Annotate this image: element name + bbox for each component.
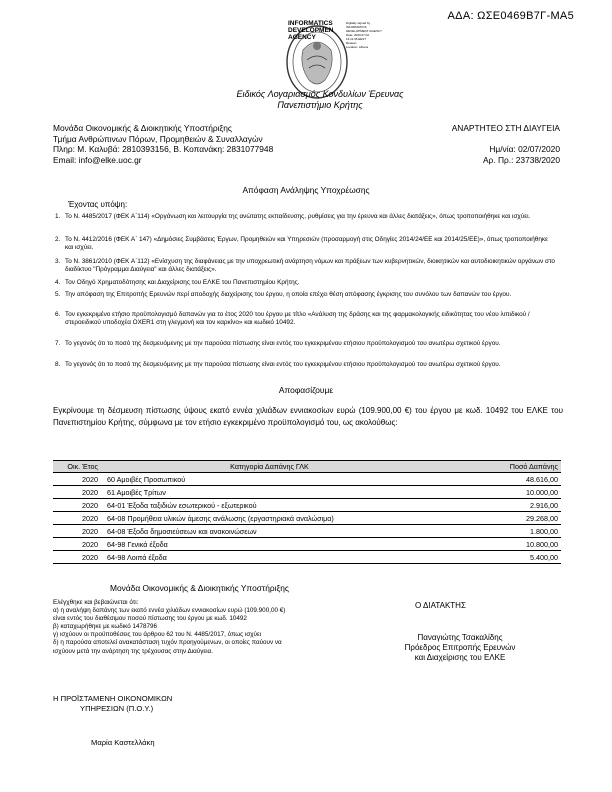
row-category: 64-98 Γενικά έξοδα: [101, 538, 435, 551]
row-category: 64-01 Έξοδα ταξιδιών εσωτερικού - εξωτερικού: [101, 499, 435, 512]
verification-text: Ελέγχθηκε και βεβαιώνεται ότι: α) η αναλήψη δαπάνης των εκατό εννέα χιλιάδων εννιακοσίων ευρώ (109.900,00 €) είναι εντός του διαθέσιμου ποσού πίστωσης του έργου με κωδ. 10492 β) καταχωρήθηκε με κωδικό 1478796 γ) ισχύουν οι προϋποθέσεις του άρθρου 62 του Ν. 4485/2017, όπως ισχύει δ) η παρούσα αποτελεί ανακατάσταση τυχόν προηγούμενων, οι οποίες παύουν να ισχύουν μετά την ανάρτηση της τρέχουσας στην Διαύγεια.: [53, 599, 286, 655]
table-row: [53, 551, 561, 564]
row-year: 2020: [53, 512, 101, 525]
row-category: 61 Αμοιβές Τρίτων: [101, 486, 435, 499]
row-amount: 2.916,00: [435, 499, 561, 512]
row-year: 2020: [53, 525, 101, 538]
row-amount: 5.400,00: [435, 551, 561, 564]
table-row: [53, 512, 561, 525]
column-header-year: Οικ. Έτος: [53, 461, 101, 473]
table-row: [53, 538, 561, 551]
table-row: [53, 486, 561, 499]
consideration-item: 1. Το Ν. 4485/2017 (ΦΕΚ Α΄114) «Οργάνωση και λειτουργία της ανώτατης εκπαίδευσης, ρυθμίσεις για την έρευνα και άλλες διατάξεις», όπως τροποποιήθηκε και ισχύει.: [55, 213, 531, 220]
row-year: 2020: [53, 486, 101, 499]
row-year: 2020: [53, 551, 101, 564]
row-category: 64-08 Έξοδα δημοσιεύσεων και ανακοινώσεων: [101, 525, 435, 538]
document-meta: ΑΝΑΡΤΗΤΕΟ ΣΤΗ ΔΙΑΥΓΕΙΑ Ημ/νία: 02/07/2020 Αρ. Πρ.: 23738/2020: [451, 123, 560, 165]
table-row: [53, 525, 561, 538]
row-category: 60 Αμοιβές Προσωπικού: [101, 473, 435, 486]
row-amount: 1.800,00: [435, 525, 561, 538]
row-year: 2020: [53, 538, 101, 551]
head-of-finance-name: Μαρία Καστελλάκη: [91, 738, 155, 747]
table-row: [53, 499, 561, 512]
director-label: Ο ΔΙΑΤΑΚΤΗΣ: [415, 601, 466, 610]
row-amount: 29.268,00: [435, 512, 561, 525]
consideration-item: 4. Τον Οδηγό Χρηματοδότησης και Διαχείρισης του ΕΛΚΕ του Πανεπιστημίου Κρήτης.: [55, 279, 300, 286]
ada-code: ΑΔΑ: ΩΣΕ0469Β7Γ-ΜΑ5: [447, 10, 574, 22]
signer-block: Παναγιώτης Τσακαλίδης Πρόεδρος Επιτροπής Ερευνών και Διαχείρισης του ΕΛΚΕ: [404, 633, 516, 662]
table-row: [53, 473, 561, 486]
row-amount: 48.616,00: [435, 473, 561, 486]
sender-info: Μονάδα Οικονομικής & Διοικητικής Υποστήριξης Τμήμα Ανθρώπινων Πόρων, Προμηθειών & Συναλλαγών Πληρ: Μ. Καλυβά: 2810393156, Β. Κοπανάκη: 2831077948 Email: info@elke.uoc.gr: [53, 123, 274, 165]
consideration-item: 5. Την απόφαση της Επιτροπής Ερευνών περί αποδοχής διαχείρισης του έργου, η οποία επέχει θέση απόφασης έγκρισης του συνόλου των δαπανών του έργου.: [55, 291, 512, 298]
column-header-amount: Ποσό Δαπάνης: [435, 461, 561, 473]
head-of-finance-title: Η ΠΡΟΪΣΤΑΜΕΝΗ ΟΙΚΟΝΟΜΙΚΩΝ ΥΠΗΡΕΣΙΩΝ (Π.Ο.Υ.): [53, 694, 173, 713]
row-category: 64-08 Προμήθεια υλικών άμεσης ανάλωσης (εργαστηριακά αναλώσιμα): [101, 512, 435, 525]
unit-title: Μονάδα Οικονομικής & Διοικητικής Υποστήριξης: [110, 583, 289, 593]
budget-table: [53, 460, 561, 564]
consideration-item: 8. Το γεγονός ότι το ποσό της δεσμευόμενης με την παρούσα πίστωσης είναι εντός του εγκεκριμένου ετήσιου προϋπολογισμού του ανωτέρω σχετικού έργου.: [55, 361, 501, 368]
row-year: 2020: [53, 473, 101, 486]
row-year: 2020: [53, 499, 101, 512]
decision-heading: Αποφασίζουμε: [278, 385, 334, 395]
table-header-row: [53, 461, 561, 473]
document-title: Απόφαση Ανάληψης Υποχρέωσης: [242, 185, 370, 195]
row-category: 64-98 Λοιπά έξοδα: [101, 551, 435, 564]
consideration-item: 6. Τον εγκεκριμένο ετήσιο προϋπολογισμό δαπανών για το έτος 2020 του έργου με τίτλο «Ανάλυση της δράσης και της φαρμακολογικής ειδικότητας του νέου λιπιδικού / στεροειδικού υποδοχέα OXER1 στη γλεγμονή και τον καρκίνο» και κωδικό 10492.: [55, 311, 530, 327]
organization-name: Ειδικός Λογαριασμός Κονδυλίων Έρευνας Πανεπιστήμιο Κρήτης: [236, 89, 404, 110]
signature-details: Digitally signed by INFORMATICS DEVELOPMENT AGENCY Date: 2020.07.02 13:11:35 EEST Reason: Location: Athens: [346, 21, 382, 49]
considerations-label: Έχοντας υπόψη:: [68, 200, 128, 209]
approval-text: Εγκρίνουμε τη δέσμευση πίστωσης ύψους εκατό εννέα χιλιάδων εννιακοσίων ευρώ (109.900,00 €) του έργου με κωδ. 10492 του ΕΛΚΕ του Πανεπιστημίου Κρήτης, σύμφωνα με τον ετήσιο εγκεκριμένο προϋπολογισμό του, ως ακολούθως:: [53, 406, 563, 427]
consideration-item: 2. Το Ν. 4412/2016 (ΦΕΚ Α΄ 147) «Δημόσιες Συμβάσεις Έργων, Προμηθειών και Υπηρεσιών (προσαρμογή στις Οδηγίες 2014/24/ΕΕ και 2014/25/ΕΕ)», όπως τροποποιήθηκε και ισχύει.: [55, 236, 548, 252]
signature-logo-text: INFORMATICS DEVELOPMEN AGENCY: [288, 20, 334, 41]
consideration-item: 3. Το Ν. 3861/2010 (ΦΕΚ Α΄112) «Ενίσχυση της διαφάνειας με την υποχρεωτική ανάρτηση νόμων και πράξεων των κυβερνητικών, διοικητικών και αυτοδιοικητικών οργάνων στο διαδίκτυο "Πρόγραμμα Διαύγεια" και άλλες διατάξεις».: [55, 258, 555, 274]
consideration-item: 7. Το γεγονός ότι το ποσό της δεσμευόμενης με την παρούσα πίστωσης είναι εντός του εγκεκριμένου ετήσιου προϋπολογισμού του ανωτέρω σχετικού έργου.: [55, 340, 501, 347]
row-amount: 10.800,00: [435, 538, 561, 551]
column-header-category: Κατηγορία Δαπάνης ΓΛΚ: [101, 461, 435, 473]
row-amount: 10.000,00: [435, 486, 561, 499]
